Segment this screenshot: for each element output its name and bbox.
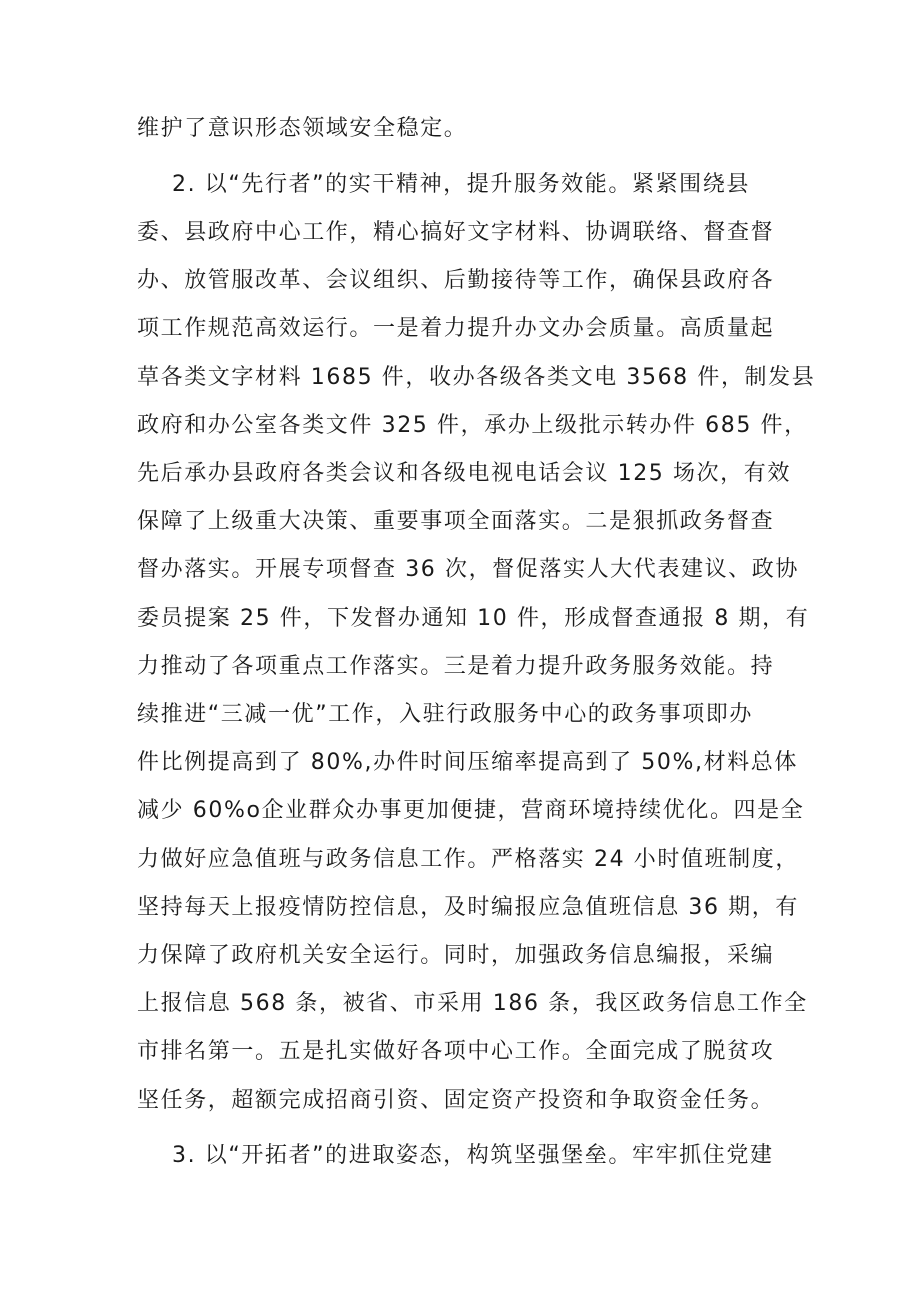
paragraph-2-line: 减少 60%o企业群众办事更加便捷，营商环境持续优化。四是全 <box>137 798 805 823</box>
paragraph-2-line: 先后承办县政府各类会议和各级电视电话会议 125 场次，有效 <box>137 461 791 486</box>
paragraph-2-line: 办、放管服改革、会议组织、后勤接待等工作，确保县政府各 <box>137 268 775 293</box>
paragraph-2-line: 委员提案 25 件，下发督办通知 10 件，形成督查通报 8 期，有 <box>137 606 810 631</box>
paragraph-2-line: 保障了上级重大决策、重要事项全面落实。二是狠抓政务督查 <box>137 509 775 534</box>
paragraph-2-heading-line: 2. 以“先行者”的实干精神，提升服务效能。紧紧围绕县 <box>172 172 750 197</box>
paragraph-2-line: 力保障了政府机关安全运行。同时，加强政务信息编报，采编 <box>137 943 775 968</box>
paragraph-2-line: 项工作规范高效运行。一是着力提升办文办会质量。高质量起 <box>137 316 775 341</box>
paragraph-2-line: 续推进“三减一优”工作，入驻行政服务中心的政务事项即办 <box>137 702 753 727</box>
paragraph-2-line: 市排名第一。五是扎实做好各项中心工作。全面完成了脱贫攻 <box>137 1039 775 1064</box>
paragraph-3-heading-line: 3. 以“开拓者”的进取姿态，构筑坚强堡垒。牢牢抓住党建 <box>172 1143 774 1168</box>
paragraph-2-line: 坚持每天上报疫情防控信息，及时编报应急值班信息 36 期，有 <box>137 895 799 920</box>
paragraph-2-line: 上报信息 568 条，被省、市采用 186 条，我区政务信息工作全 <box>137 991 808 1016</box>
paragraph-2-line: 政府和办公室各类文件 325 件，承办上级批示转办件 685 件， <box>137 413 808 438</box>
paragraph-2-line: 力推动了各项重点工作落实。三是着力提升政务服务效能。持 <box>137 654 775 679</box>
paragraph-2-line: 督办落实。开展专项督查 36 次，督促落实人大代表建议、政协 <box>137 557 799 582</box>
paragraph-2-line: 坚任务，超额完成招商引资、固定资产投资和争取资金任务。 <box>137 1088 775 1113</box>
paragraph-2-line: 力做好应急值班与政务信息工作。严格落实 24 小时值班制度， <box>137 847 799 872</box>
paragraph-2-line: 委、县政府中心工作，精心搞好文字材料、协调联络、督查督 <box>137 220 775 245</box>
paragraph-2-line: 草各类文字材料 1685 件，收办各级各类文电 3568 件，制发县 <box>137 365 816 390</box>
paragraph-1-line: 维护了意识形态领域安全稳定。 <box>137 116 468 141</box>
paragraph-2-line: 件比例提高到了 80%,办件时间压缩率提高到了 50%,材料总体 <box>137 750 798 775</box>
